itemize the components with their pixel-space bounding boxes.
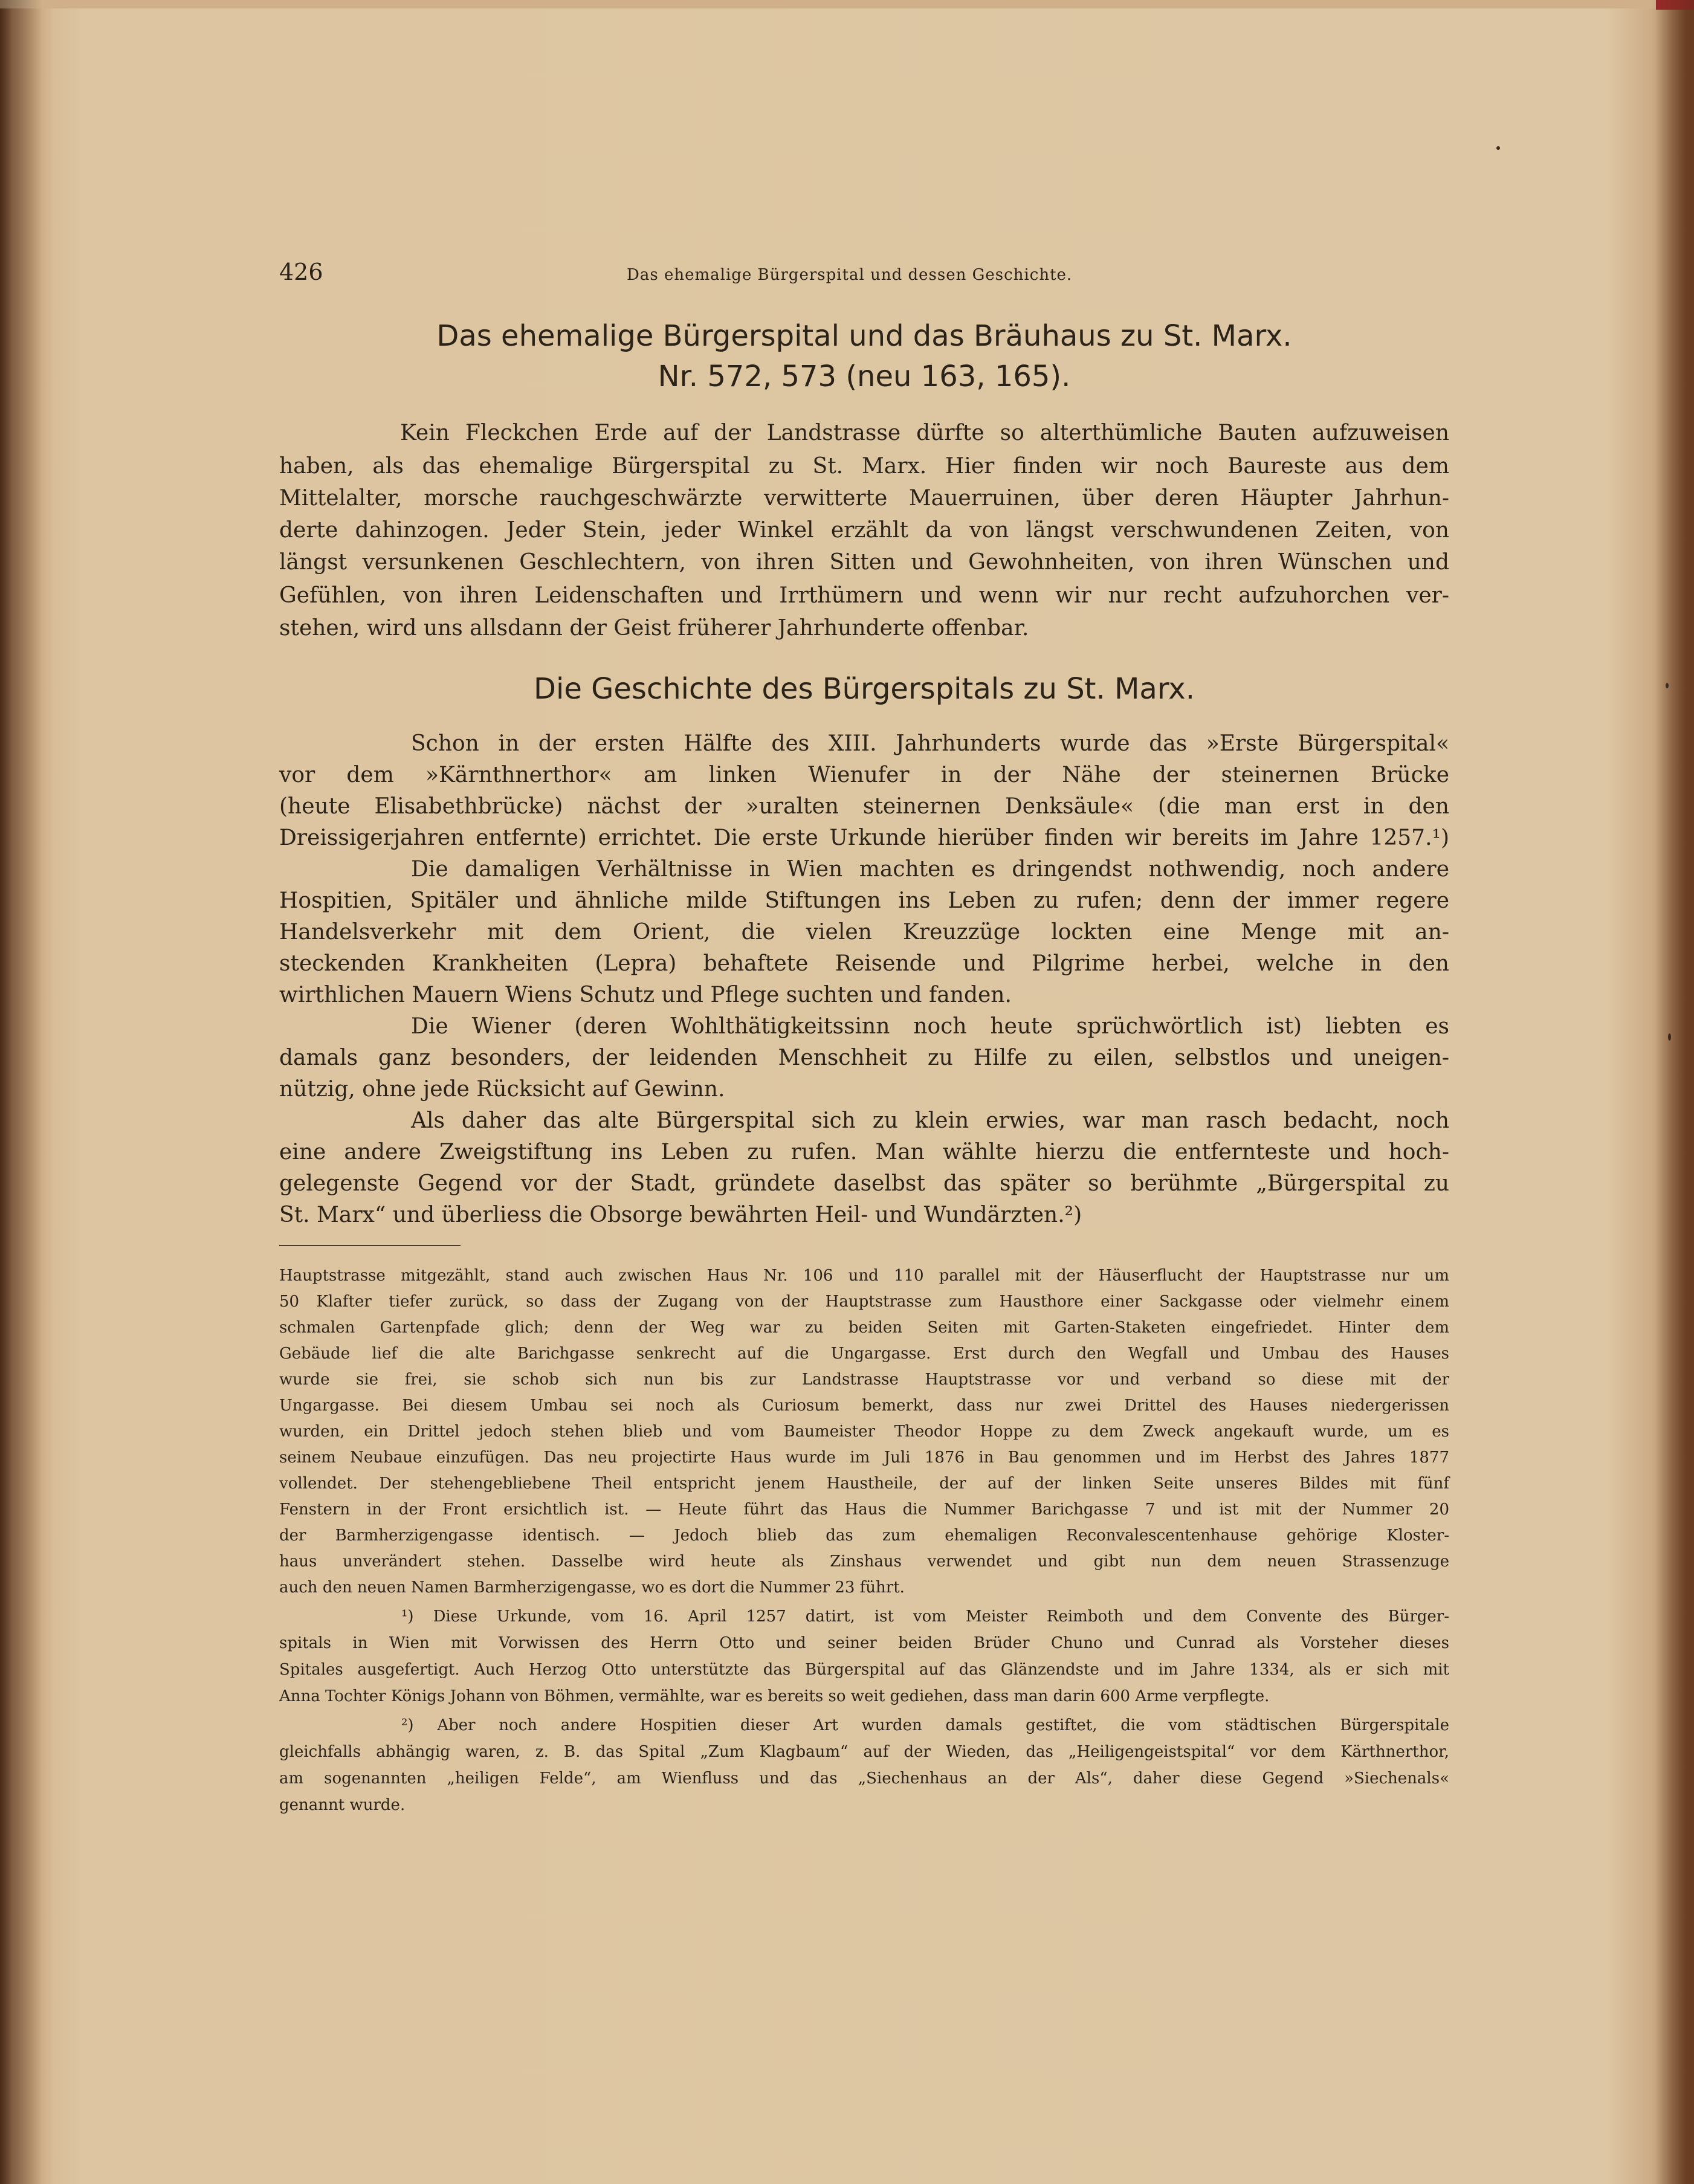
footnote-2-line: gleichfalls abhängig waren, z. B. das Spital „Zum Klagbaum“ auf der Wieden, das „Heiligengeistspital“ vor dem Kärthnerthor, [279, 1743, 1449, 1761]
section-title: Die Geschichte des Bürgerspitals zu St. Marx. [534, 672, 1195, 706]
footnote-2-line: genannt wurde. [279, 1796, 406, 1814]
history-line: nützig, ohne jede Rücksicht auf Gewinn. [279, 1077, 725, 1102]
intro-line: Kein Fleckchen Erde auf der Landstrasse dürfte so alterthümliche Bauten aufzuweisen [400, 421, 1449, 445]
main-title-line-1: Das ehemalige Bürgerspital und das Bräuhaus zu St. Marx. [436, 319, 1292, 353]
intro-line: Mittelalter, morsche rauchgeschwärzte verwitterte Mauerruinen, über deren Häupter Jahrhun- [279, 486, 1449, 511]
history-line: Handelsverkehr mit dem Orient, die vielen Kreuzzüge lockten eine Menge mit an- [279, 920, 1449, 945]
footnote-1-line: spitals in Wien mit Vorwissen des Herrn Otto und seiner beiden Brüder Chuno und Cunrad als Vorsteher dieses [279, 1634, 1449, 1652]
footnote-1-line: Anna Tochter Königs Johann von Böhmen, vermählte, war es bereits so weit gediehen, dass man darin 600 Arme verpflegte. [279, 1687, 1270, 1705]
paper-speck [1666, 683, 1669, 688]
history-line: Als daher das alte Bürgerspital sich zu klein erwies, war man rasch bedacht, noch [411, 1108, 1449, 1133]
footnote-1-line: Spitales ausgefertigt. Auch Herzog Otto unterstützte das Bürgerspital auf das Glänzendste und im Jahre 1334, als er sich mit [279, 1661, 1449, 1679]
footnote-2-line: am sogenannten „heiligen Felde“, am Wienfluss und das „Siechenhaus an der Als“, daher diese Gegend »Siechenals« [279, 1769, 1449, 1788]
history-line: Schon in der ersten Hälfte des XIII. Jahrhunderts wurde das »Erste Bürgerspital« [411, 731, 1449, 756]
history-line: Dreissigerjahren entfernte) errichtet. Die erste Urkunde hierüber finden wir bereits im Jahre 1257.¹) [279, 825, 1449, 850]
paper-speck [1496, 146, 1500, 150]
history-line: gelegenste Gegend vor der Stadt, gründete daselbst das später so berühmte „Bürgerspital zu [279, 1171, 1449, 1196]
footnote-line: vollendet. Der stehengebliebene Theil entspricht jenem Haustheile, der auf der linken Seite unseres Bildes mit fünf [279, 1475, 1449, 1493]
page-number: 426 [279, 259, 323, 285]
history-line: Die Wiener (deren Wohlthätigkeitssinn noch heute sprüchwörtlich ist) liebten es [411, 1014, 1449, 1039]
main-title-line-2: Nr. 572, 573 (neu 163, 165). [658, 360, 1071, 393]
intro-line: stehen, wird uns allsdann der Geist früherer Jahrhunderte offenbar. [279, 616, 1029, 641]
history-line: (heute Elisabethbrücke) nächst der »uralten steinernen Denksäule« (die man erst in den [279, 794, 1449, 819]
intro-line: derte dahinzogen. Jeder Stein, jeder Winkel erzählt da von längst verschwundenen Zeiten, von [279, 518, 1449, 543]
footnote-line: der Barmherzigengasse identisch. — Jedoch blieb das zum ehemaligen Reconvalescentenhause gehörige Kloster- [279, 1527, 1449, 1545]
footnote-line: schmalen Gartenpfade glich; denn der Weg war zu beiden Seiten mit Garten-Staketen eingefriedet. Hinter dem [279, 1319, 1449, 1337]
history-line: Die damaligen Verhältnisse in Wien machten es dringendst nothwendig, noch andere [411, 857, 1449, 882]
intro-line: Gefühlen, von ihren Leidenschaften und Irrthümern und wenn wir nur recht aufzuhorchen ver- [279, 583, 1449, 608]
footnote-line: 50 Klafter tiefer zurück, so dass der Zugang von der Hauptstrasse zum Hausthore einer Sackgasse oder vielmehr einem [279, 1293, 1449, 1311]
history-line: wirthlichen Mauern Wiens Schutz und Pflege suchten und fanden. [279, 983, 1012, 1007]
history-line: damals ganz besonders, der leidenden Menschheit zu Hilfe zu eilen, selbstlos und uneigen- [279, 1045, 1449, 1070]
page-top-edge [0, 0, 1694, 8]
footnote-line: seinem Neubaue einzufügen. Das neu projectirte Haus wurde im Juli 1876 in Bau genommen und im Herbst des Jahres 1877 [279, 1449, 1449, 1467]
intro-line: längst versunkenen Geschlechtern, von ihren Sitten und Gewohnheiten, von ihren Wünschen und [279, 550, 1449, 575]
footnote-2-line: ²) Aber noch andere Hospitien dieser Art wurden damals gestiftet, die vom städtischen Bürgerspitale [401, 1716, 1449, 1734]
intro-line: haben, als das ehemalige Bürgerspital zu St. Marx. Hier finden wir noch Baureste aus dem [279, 454, 1449, 479]
history-line: St. Marx“ und überliess die Obsorge bewährten Heil- und Wundärzten.²) [279, 1203, 1082, 1227]
right-edge-shadow [1652, 0, 1694, 2184]
history-line: steckenden Krankheiten (Lepra) behaftete Reisende und Pilgrime herbei, welche in den [279, 951, 1449, 976]
history-line: vor dem »Kärnthnerthor« am linken Wienufer in der Nähe der steinernen Brücke [279, 763, 1449, 787]
history-line: eine andere Zweigstiftung ins Leben zu rufen. Man wählte hierzu die entfernteste und hoch- [279, 1140, 1449, 1165]
footnote-1-line: ¹) Diese Urkunde, vom 16. April 1257 datirt, ist vom Meister Reimboth und dem Convente des Bürger- [401, 1607, 1449, 1626]
footnote-line: Hauptstrasse mitgezählt, stand auch zwischen Haus Nr. 106 und 110 parallel mit der Häuserflucht der Hauptstrasse nur um [279, 1267, 1449, 1285]
running-head: Das ehemalige Bürgerspital und dessen Geschichte. [627, 266, 1073, 284]
paper-speck [1668, 1033, 1671, 1041]
footnote-rule [279, 1245, 461, 1246]
footnote-line: Gebäude lief die alte Barichgasse senkrecht auf die Ungargasse. Erst durch den Wegfall und Umbau des Hauses [279, 1345, 1449, 1363]
footnote-line: wurde sie frei, sie schob sich nun bis zur Landstrasse Hauptstrasse vor und verband so diese mit der [279, 1371, 1449, 1389]
footnote-line: Fenstern in der Front ersichtlich ist. — Heute führt das Haus die Nummer Barichgasse 7 und ist mit der Nummer 20 [279, 1501, 1449, 1519]
gutter-shadow [0, 0, 42, 2184]
history-line: Hospitien, Spitäler und ähnliche milde Stiftungen ins Leben zu rufen; denn der immer regere [279, 888, 1449, 913]
footnote-line: Ungargasse. Bei diesem Umbau sei noch als Curiosum bemerkt, dass nur zwei Drittel des Hauses niedergerissen [279, 1397, 1449, 1415]
footnote-line: wurden, ein Drittel jedoch stehen blieb und vom Baumeister Theodor Hoppe zu dem Zweck angekauft wurde, um es [279, 1423, 1449, 1441]
footnote-line: haus unverändert stehen. Dasselbe wird heute als Zinshaus verwendet und gibt nun dem neuen Strassenzuge [279, 1552, 1449, 1571]
footnote-line: auch den neuen Namen Barmherzigengasse, wo es dort die Nummer 23 führt. [279, 1578, 905, 1597]
